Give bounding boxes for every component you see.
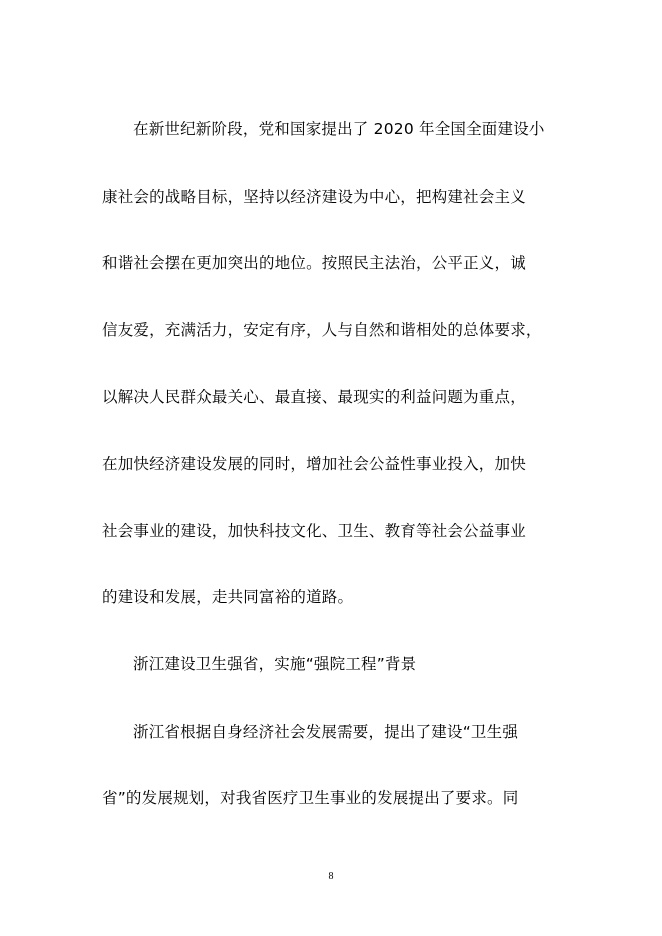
paragraph-1-line-7: 社会事业的建设，加快科技文化、卫生、教育等社会公益事业 bbox=[102, 522, 526, 540]
paragraph-1-line-8: 的建设和发展，走共同富裕的道路。 bbox=[102, 588, 354, 606]
paragraph-1-line-5: 以解决人民群众最关心、最直接、最现实的利益问题为重点， bbox=[102, 388, 526, 406]
paragraph-1-line-6: 在加快经济建设发展的同时，增加社会公益性事业投入，加快 bbox=[102, 455, 526, 473]
paragraph-1-line-2: 康社会的战略目标，坚持以经济建设为中心，把构建社会主义 bbox=[102, 188, 526, 206]
paragraph-1-line-4: 信友爱，充满活力，安定有序，人与自然和谐相处的总体要求， bbox=[102, 321, 542, 339]
section-heading: 浙江建设卫生强省，实施“强院工程”背景 bbox=[133, 655, 417, 673]
paragraph-1-line-3: 和谐社会摆在更加突出的地位。按照民主法治，公平正义，诚 bbox=[102, 254, 526, 272]
paragraph-1-line-1: 在新世纪新阶段，党和国家提出了 2020 年全国全面建设小 bbox=[133, 120, 545, 138]
paragraph-2-line-1: 浙江省根据自身经济社会发展需要，提出了建设“卫生强 bbox=[133, 723, 519, 741]
paragraph-2-line-2: 省”的发展规划，对我省医疗卫生事业的发展提出了要求。同 bbox=[102, 789, 519, 807]
page-number: 8 bbox=[328, 871, 334, 882]
